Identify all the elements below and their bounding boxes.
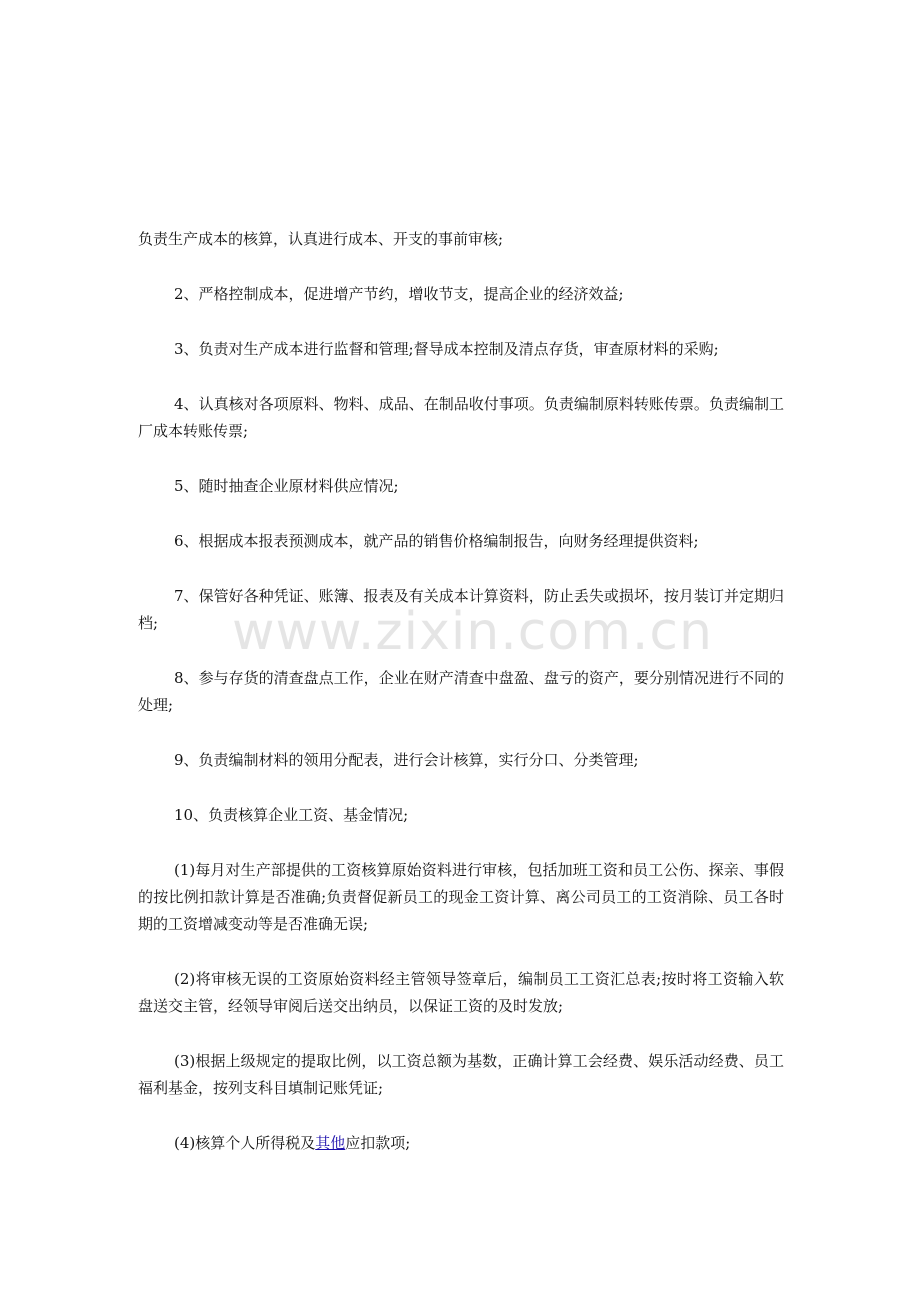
paragraph-item-4: 4、认真核对各项原料、物料、成品、在制品收付事项。负责编制原料转账传票。负责编制工厂成本转账传票; xyxy=(138,395,784,440)
paragraph-sub-4-before: (4)核算个人所得税及 xyxy=(174,1134,316,1152)
paragraph-item-2: 2、严格控制成本，促进增产节约，增收节支，提高企业的经济效益; xyxy=(174,285,624,303)
paragraph-item-10: 10、负责核算企业工资、基金情况; xyxy=(174,806,409,824)
paragraph-sub-1: (1)每月对生产部提供的工资核算原始资料进行审核，包括加班工资和员工公伤、探亲、事假的按比例扣款计算是否准确;负责督促新员工的现金工资计算、离公司员工的工资消除、员工各时期的工资增减变动等是否准确无误; xyxy=(138,861,784,933)
paragraph-item-7: 7、保管好各种凭证、账簿、报表及有关成本计算资料，防止丢失或损坏，按月装订并定期归档; xyxy=(138,587,784,632)
watermark: www.zixin.com.cn xyxy=(232,602,713,662)
paragraph-item-3: 3、负责对生产成本进行监督和管理;督导成本控制及清点存货，审查原材料的采购; xyxy=(174,340,719,358)
paragraph-sub-2: (2)将审核无误的工资原始资料经主管领导签章后，编制员工工资汇总表;按时将工资输入软盘送交主管，经领导审阅后送交出纳员，以保证工资的及时发放; xyxy=(138,970,784,1015)
document-body xyxy=(138,226,784,1185)
paragraph-sub-4 xyxy=(138,1130,784,1157)
paragraph-item-6: 6、根据成本报表预测成本，就产品的销售价格编制报告，向财务经理提供资料; xyxy=(174,532,699,550)
other-link[interactable]: 其他 xyxy=(315,1134,346,1152)
paragraph-sub-4-after: 应扣款项; xyxy=(345,1134,411,1152)
paragraph-item-8: 8、参与存货的清查盘点工作，企业在财产清查中盘盈、盘亏的资产，要分别情况进行不同的处理; xyxy=(138,669,784,714)
paragraph-intro: 负责生产成本的核算，认真进行成本、开支的事前审核; xyxy=(138,230,504,248)
paragraph-item-5: 5、随时抽查企业原材料供应情况; xyxy=(174,477,399,495)
paragraph-item-9: 9、负责编制材料的领用分配表，进行会计核算，实行分口、分类管理; xyxy=(174,751,639,769)
paragraph-sub-3: (3)根据上级规定的提取比例，以工资总额为基数，正确计算工会经费、娱乐活动经费、员工福利基金，按列支科目填制记账凭证; xyxy=(138,1052,784,1097)
